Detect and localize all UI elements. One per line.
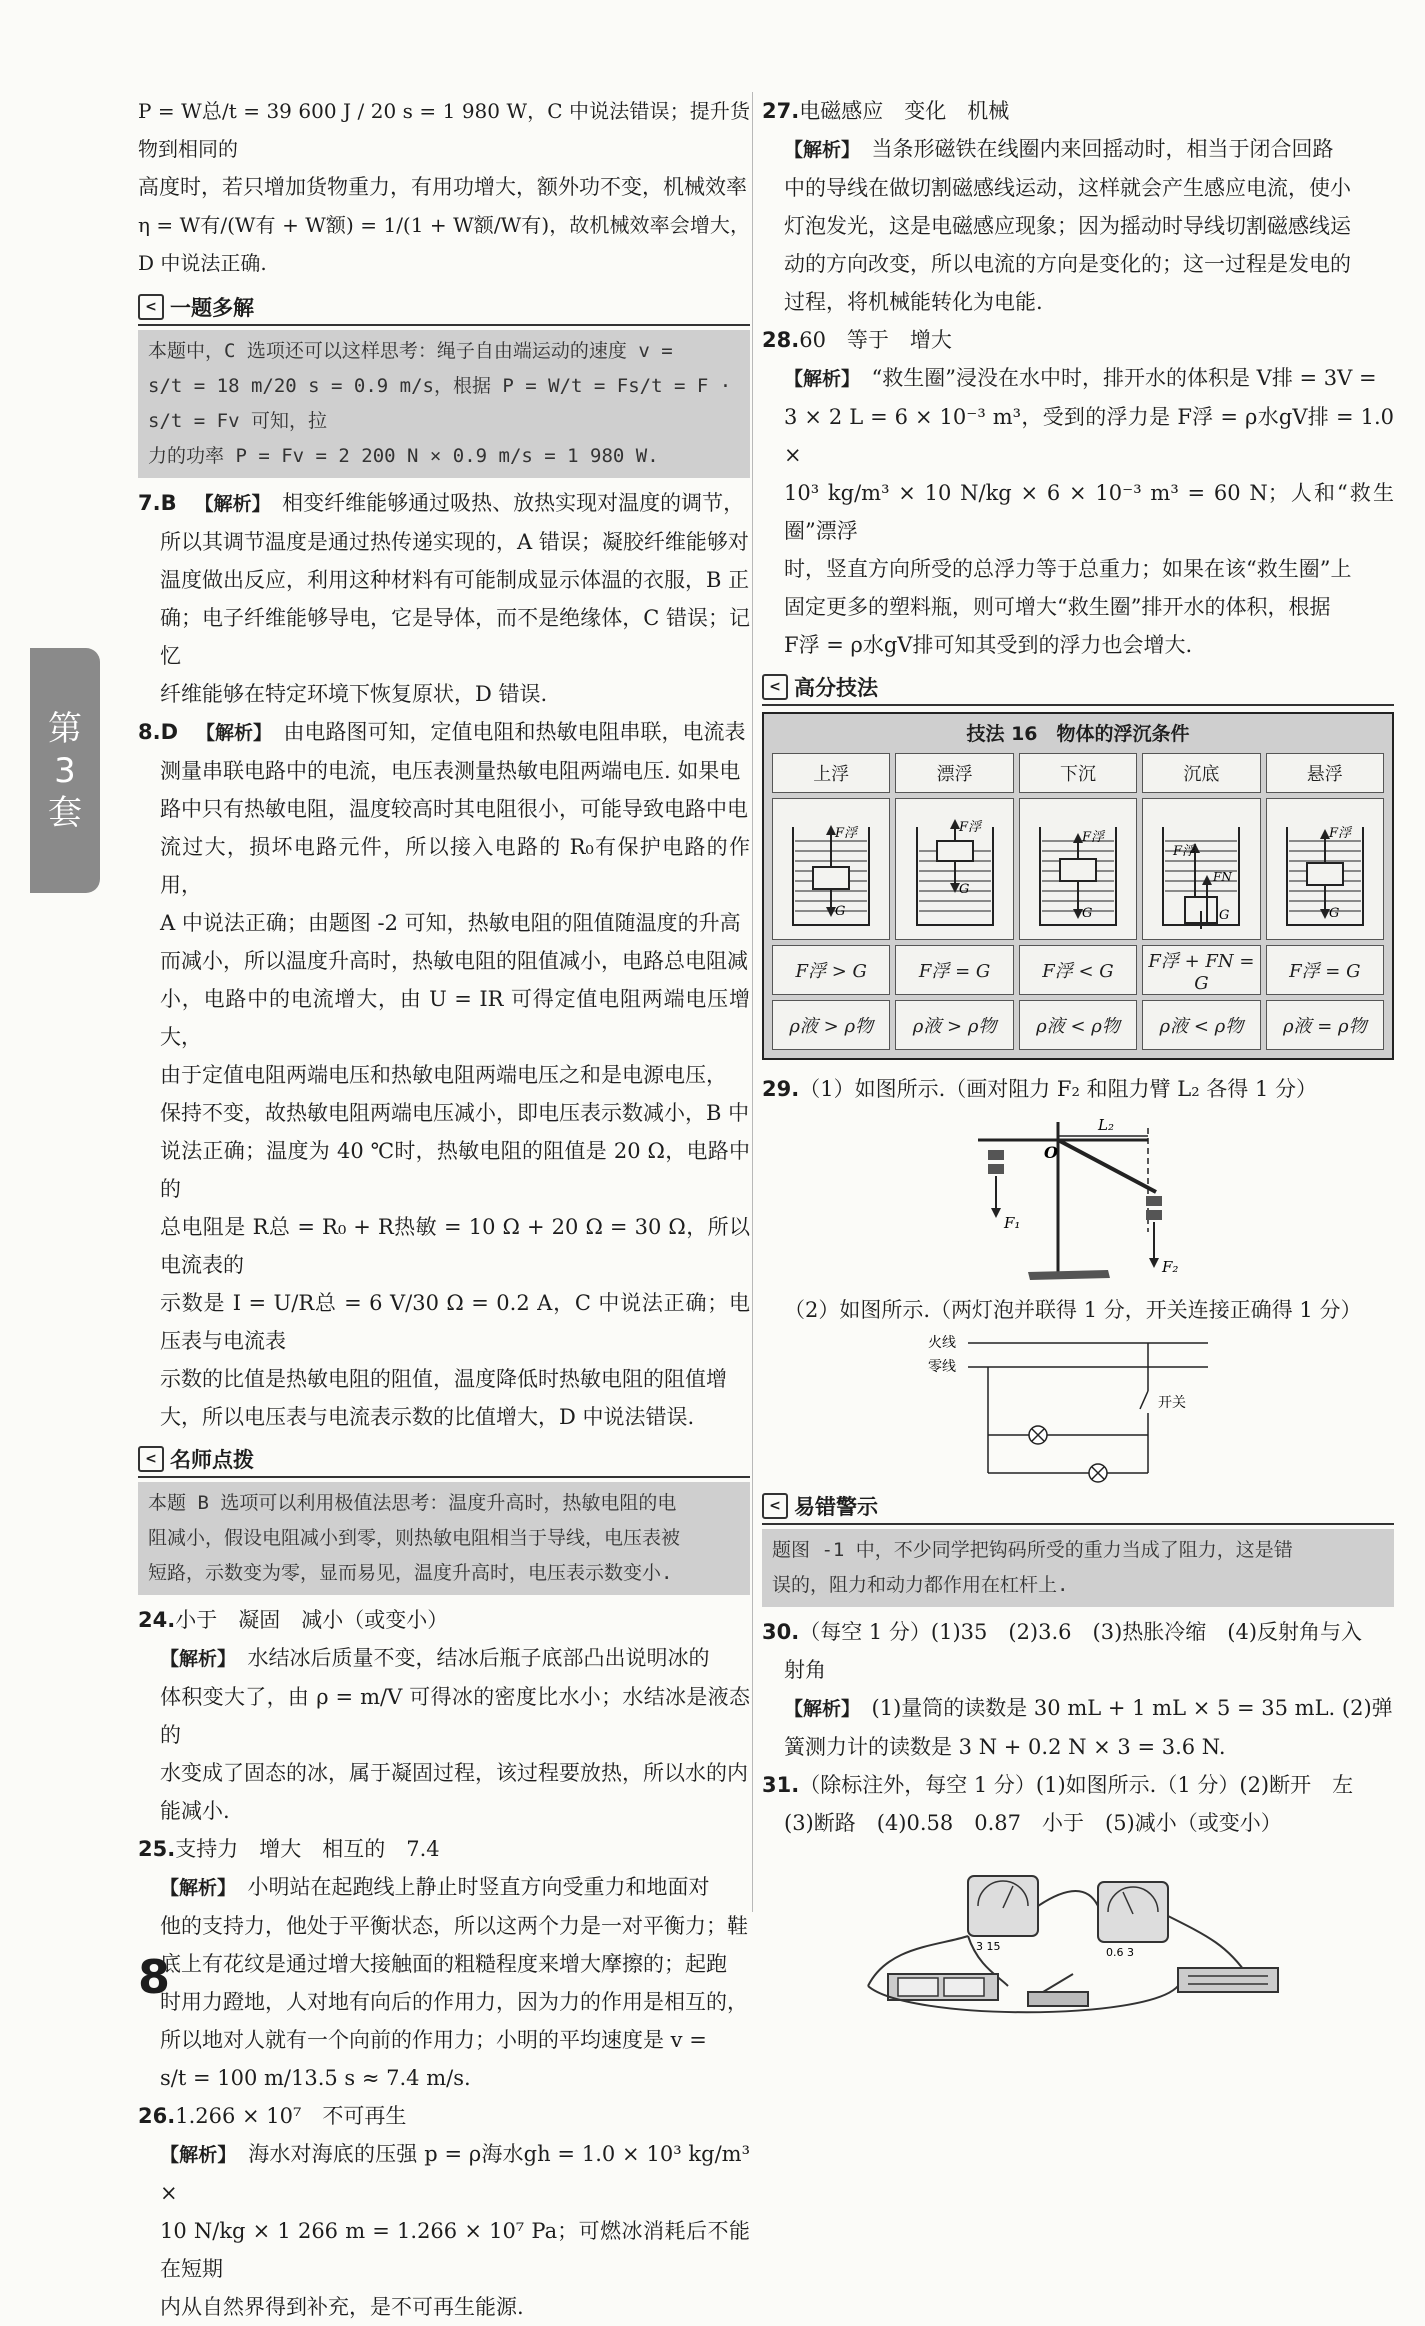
analysis-label: 【解析】 [784,368,851,390]
question-28 [762,321,1394,359]
density-cell: ρ液 > ρ物 [772,1000,890,1050]
note-line: 力的功率 P = Fv = 2 200 N × 0.9 m/s = 1 980 W. [148,445,659,467]
note-box [138,1482,750,1595]
text-line: (1)量筒的读数是 30 mL + 1 mL × 5 = 35 mL. (2)弹 [871,1696,1393,1720]
question-30 [762,1613,1394,1651]
condition-cell: F浮 > G [772,945,890,995]
density-cell: ρ液 < ρ物 [1142,1000,1260,1050]
note-box [762,1529,1394,1607]
condition-cell: F浮 + FN = G [1142,945,1260,995]
note-line: s/t = 18 m/20 s = 0.9 m/s，根据 P = W/t = Fs/t = F · s/t = Fv 可知，拉 [148,375,732,432]
answer: B [160,491,177,515]
answer: 小于 凝固 减小（或变小） [175,1608,449,1632]
text-line: 过程，将机械能转化为电能. [784,290,1043,314]
condition-cell: F浮 = G [895,945,1013,995]
analysis-label: 【解析】 [194,493,262,515]
beaker-figure [1028,807,1128,932]
bottom-diagram [1142,798,1260,940]
set-side-tab [30,648,100,893]
question-number: 24. [138,1608,176,1632]
table-header: 漂浮 [895,753,1013,793]
circuit-label: 开关 [1158,1395,1186,1411]
question-number: 30. [762,1620,800,1644]
table-header: 上浮 [772,753,890,793]
text-line: P = W总/t = 39 600 J / 20 s = 1 980 W，C 中说法错误；提升货物到相同的 [138,99,750,161]
note-box [138,330,750,478]
force-label: F浮 [958,819,981,835]
text-line: η = W有/(W有 + W额) = 1/(1 + W额/W有)，故机械效率会增大，D 中说法正确. [138,213,750,275]
text-line: 说法正确；温度为 40 ℃时，热敏电阻的阻值是 20 Ω，电路中的 [160,1139,750,1201]
force-label: G [835,903,846,919]
side-tab-char: 套 [48,792,82,833]
text-line: （除标注外，每空 1 分）(1)如图所示.（1 分）(2)断开 左 [799,1773,1354,1797]
meter-label: 3 15 [976,1940,1001,1953]
circuit-label: 火线 [928,1335,956,1351]
question-7 [138,484,750,523]
suspended-diagram [1266,798,1384,940]
question-27 [762,92,1394,130]
text-line: 内从自然界得到补充，是不可再生能源. [160,2295,524,2319]
question-number: 27. [762,99,800,123]
text-line: 射角 [784,1658,826,1682]
table-grid [764,749,1392,1058]
condition-cell: F浮 < G [1019,945,1137,995]
force-label: G [958,881,969,897]
side-tab-char: 第 [48,708,82,749]
float-sink-table [762,712,1394,1060]
note-line: 题图 -1 中，不少同学把钩码所受的重力当成了阻力，这是错 [772,1539,1293,1561]
analysis-label: 【解析】 [160,2144,228,2166]
text-line: 他的支持力，他处于平衡状态，所以这两个力是一对平衡力；鞋 [160,1914,748,1938]
text-line: 所以其调节温度是通过热传递实现的，A 错误；凝胶纤维能够对 [160,530,749,554]
analysis-line [138,1868,750,1907]
text-line: 10 N/kg × 1 266 m = 1.266 × 10⁷ Pa；可燃冰消耗后不能在短期 [160,2219,750,2281]
table-header: 下沉 [1019,753,1137,793]
analysis-line [762,359,1394,398]
text-line: “救生圈”浸没在水中时，排开水的体积是 V排 = 3V = [871,366,1377,390]
share-icon: < [138,294,164,320]
text-line: 流过大，损坏电路元件，所以接入电路的 R₀有保护电路的作用， [160,835,750,897]
lever-label: L₂ [1098,1116,1114,1134]
circuit-label: 零线 [928,1359,956,1375]
force-label: FN [1213,869,1233,884]
text-line: 中的导线在做切割磁感线运动，这样就会产生感应电流，使小 [784,176,1351,200]
text-line: A 中说法正确；由题图 -2 可知，热敏电阻的阻值随温度的升高 [160,911,741,935]
text-line: 由电路图可知，定值电阻和热敏电阻串联，电流表 [283,720,746,744]
question-26 [138,2097,750,2135]
note-line: 短路，示数变为零，显而易见，温度升高时，电压表示数变小. [148,1562,673,1584]
question-number: 7. [138,491,161,515]
condition-cell: F浮 = G [1266,945,1384,995]
analysis-label: 【解析】 [160,1877,227,1899]
sinking-diagram [1019,798,1137,940]
text-line: 当条形磁铁在线圈内来回摇动时，相当于闭合回路 [871,137,1334,161]
density-cell: ρ液 > ρ物 [895,1000,1013,1050]
text-line: 时用力蹬地，人对地有向后的作用力，因为力的作用是相互的， [160,1990,748,2014]
page-number: 8 [138,1950,171,2004]
note-line: 本题 B 选项可以利用极值法思考：温度升高时，热敏电阻的电 [148,1492,677,1514]
text-line: 动的方向改变，所以电流的方向是变化的；这一过程是发电的 [784,252,1351,276]
text-line: 10³ kg/m³ × 10 N/kg × 6 × 10⁻³ m³ = 60 N；人和“救生圈”漂浮 [784,481,1394,543]
analysis-label: 【解析】 [784,1698,851,1720]
rising-diagram [772,798,890,940]
analysis-label: 【解析】 [784,139,851,161]
text-line: 海水对海底的压强 p = ρ海水gh = 1.0 × 10³ kg/m³ × [160,2142,751,2205]
text-line: 小，电路中的电流增大，由 U = IR 可得定值电阻两端电压增大， [160,987,750,1049]
text-line: （2）如图所示.（两灯泡并联得 1 分，开关连接正确得 1 分） [784,1298,1362,1322]
lever-label: F₂ [1162,1258,1179,1276]
analysis-line [762,130,1394,169]
text-line: （1）如图所示.（画对阻力 F₂ 和阻力臂 L₂ 各得 1 分） [799,1077,1318,1101]
table-title: 技法 16 物体的浮沉条件 [966,723,1190,745]
table-header: 悬浮 [1266,753,1384,793]
force-label: F浮 [835,825,858,841]
share-icon: < [762,1493,788,1519]
question-number: 26. [138,2104,176,2128]
text-line: 能减小. [160,1799,230,1823]
force-label: F浮 [1173,843,1196,859]
question-number: 31. [762,1773,800,1797]
section-header-error-warning [762,1489,1394,1525]
question-number: 28. [762,328,800,352]
question-number: 29. [762,1077,800,1101]
force-label: G [1219,907,1230,923]
text-line: 水结冰后质量不变，结冰后瓶子底部凸出说明冰的 [247,1646,710,1670]
answer: 支持力 增大 相互的 7.4 [175,1837,440,1861]
left-column [138,92,750,2326]
beaker-figure [1151,807,1251,932]
force-label: G [1081,905,1093,921]
text-line: 大，所以电压表与电流表示数的比值增大，D 中说法错误. [160,1405,695,1429]
text-line: （每空 1 分）(1)35 (2)3.6 (3)热胀冷缩 (4)反射角与入 [799,1620,1363,1644]
text-line: 示数是 I = U/R总 = 6 V/30 Ω = 0.2 A，C 中说法正确；电压表与电流表 [160,1291,750,1353]
right-column [762,92,1394,2030]
share-icon: < [762,674,788,700]
analysis-label: 【解析】 [196,722,263,744]
text-line: 路中只有热敏电阻，温度较高时其电阻很小，可能导致电路中电 [160,797,748,821]
answer: 电磁感应 变化 机械 [799,99,1010,123]
force-label: G [1328,905,1340,921]
section-title: 一题多解 [170,296,254,320]
text-line: 总电阻是 R总 = R₀ + R热敏 = 10 Ω + 20 Ω = 30 Ω，所以电流表的 [160,1215,750,1277]
question-25 [138,1830,750,1868]
text-line: 相变纤维能够通过吸热、放热实现对温度的调节， [282,491,745,515]
text-line: 示数的比值是热敏电阻的阻值，温度降低时热敏电阻的阻值增 [160,1367,727,1391]
share-icon: < [138,1446,164,1472]
text-line: 3 × 2 L = 6 × 10⁻³ m³，受到的浮力是 F浮 = ρ水gV排 = 1.0 × [784,405,1394,467]
answer: 60 等于 增大 [799,328,952,352]
question-number: 8. [138,720,161,744]
question-8 [138,713,750,752]
force-label: F浮 [1081,829,1105,845]
text-line: s/t = 100 m/13.5 s ≈ 7.4 m/s. [160,2066,471,2090]
text-line: 而减小，所以温度升高时，热敏电阻的阻值减小，电路总电阻减 [160,949,748,973]
density-cell: ρ液 = ρ物 [1266,1000,1384,1050]
question-24 [138,1601,750,1639]
side-tab-char: 3 [54,750,76,791]
section-title: 名师点拨 [170,1448,254,1472]
text-line: 测量串联电路中的电流，电压表测量热敏电阻两端电压. 如果电 [160,759,741,783]
question-31 [762,1766,1394,1804]
beaker-figure [905,807,1005,932]
lever-label: O [1044,1143,1058,1162]
section-title: 易错警示 [794,1495,878,1519]
text-line: (3)断路 (4)0.58 0.87 小于 (5)减小（或变小） [784,1811,1282,1835]
note-line: 误的，阻力和动力都作用在杠杆上. [772,1574,1069,1596]
text-line: 小明站在起跑线上静止时竖直方向受重力和地面对 [247,1875,710,1899]
lever-label: F₁ [1004,1214,1021,1232]
text-line: 体积变大了，由 ρ = m/V 可得冰的密度比水小；水结冰是液态的 [160,1685,750,1747]
text-line: 底上有花纹是通过增大接触面的粗糙程度来增大摩擦的；起跑 [160,1952,727,1976]
analysis-line [138,1639,750,1678]
question-number: 25. [138,1837,176,1861]
section-title: 高分技法 [794,676,878,700]
section-header-high-score [762,670,1394,706]
text-line: 保持不变，故热敏电阻两端电压减小，即电压表示数减小，B 中 [160,1101,750,1125]
analysis-line [138,2135,750,2212]
text-line: 高度时，若只增加货物重力，有用功增大，额外功不变，机械效率 [138,175,747,199]
text-line: 所以地对人就有一个向前的作用力；小明的平均速度是 v = [160,2028,707,2052]
text-line: 固定更多的塑料瓶，则可增大“救生圈”排开水的体积，根据 [784,595,1331,619]
text-line: 簧测力计的读数是 3 N + 0.2 N × 3 = 3.6 N. [784,1735,1226,1759]
text-line: 由于定值电阻两端电压和热敏电阻两端电压之和是电源电压， [160,1063,727,1087]
meter-label: 0.6 3 [1106,1946,1134,1959]
answer: D [160,720,179,744]
circuit-apparatus-figure [848,1846,1308,2026]
section-header-teacher-tip [138,1442,750,1478]
note-line: 本题中，C 选项还可以这样思考：绳子自由端运动的速度 v = [148,340,673,362]
analysis-label: 【解析】 [160,1648,227,1670]
note-line: 阻减小，假设电阻减小到零，则热敏电阻相当于导线，电压表被 [148,1527,681,1549]
analysis-line [762,1689,1394,1728]
section-header-multi-solution [138,290,750,326]
text-line: 时，竖直方向所受的总浮力等于总重力；如果在该“救生圈”上 [784,557,1352,581]
text-line: 灯泡发光，这是电磁感应现象；因为摇动时导线切割磁感线运 [784,214,1351,238]
beaker-figure [781,807,881,932]
text-line: 水变成了固态的冰，属于凝固过程，该过程要放热，所以水的内 [160,1761,748,1785]
beaker-figure [1275,807,1375,932]
circuit-figure [928,1333,1228,1483]
force-label: F浮 [1328,825,1351,841]
question-29 [762,1070,1394,1108]
floating-diagram [895,798,1013,940]
answer: 1.266 × 10⁷ 不可再生 [175,2104,407,2128]
column-divider [752,92,753,1912]
density-cell: ρ液 < ρ物 [1019,1000,1137,1050]
text-line: 温度做出反应，利用这种材料有可能制成显示体温的衣服，B 正 [160,568,750,592]
text-line: 确；电子纤维能够导电，它是导体，而不是绝缘体，C 错误；记忆 [160,606,750,668]
lever-figure [948,1112,1208,1287]
text-line: F浮 = ρ水gV排可知其受到的浮力也会增大. [784,633,1193,657]
text-line: 纤维能够在特定环境下恢复原状，D 错误. [160,682,548,706]
table-header: 沉底 [1142,753,1260,793]
